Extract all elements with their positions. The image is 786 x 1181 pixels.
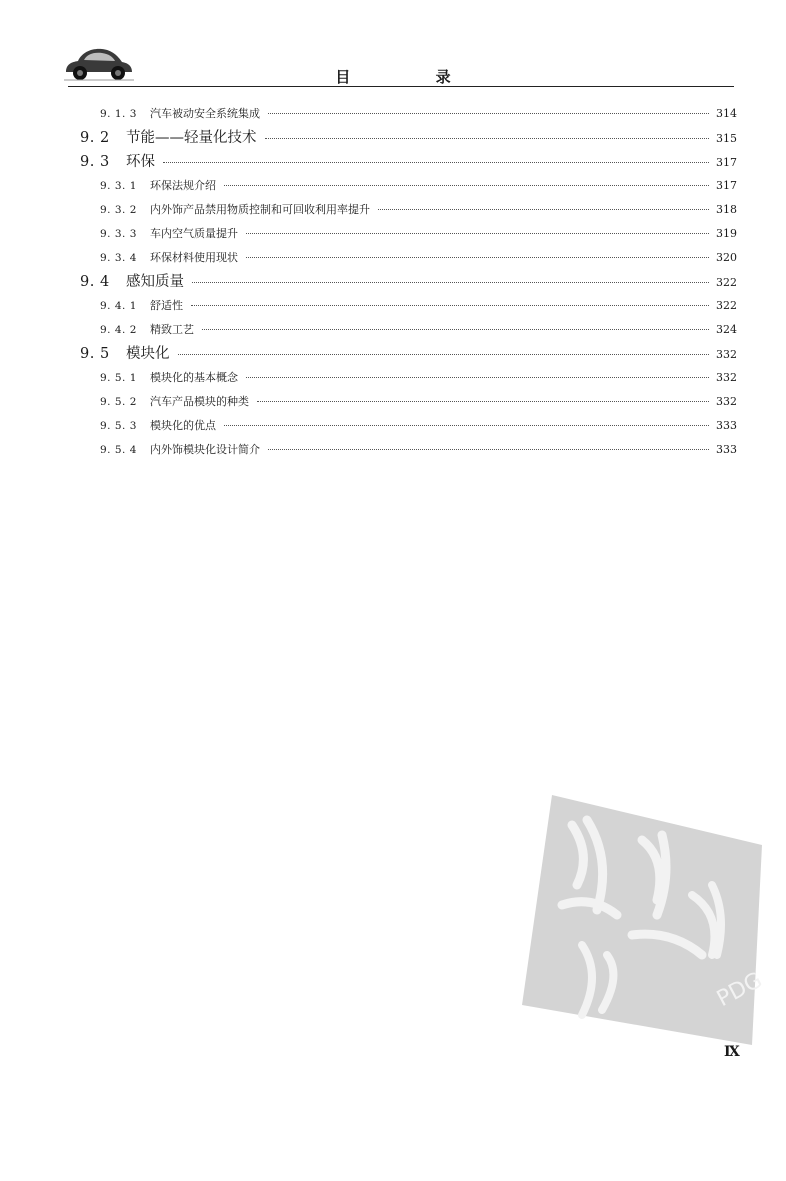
header-rule — [68, 86, 734, 87]
toc-entry-page: 317 — [716, 156, 737, 169]
dot-leader — [192, 282, 709, 283]
dot-leader — [378, 209, 709, 210]
toc-entry-number: 9. 2 — [80, 130, 110, 146]
toc-entry-page: 333 — [716, 419, 737, 432]
toc-entry-page: 322 — [716, 299, 737, 312]
toc-entry-title: 汽车产品模块的种类 — [150, 395, 249, 408]
toc-entry-title: 精致工艺 — [150, 323, 194, 336]
toc-entry-title: 感知质量 — [126, 274, 184, 290]
pdg-seal-watermark — [512, 785, 772, 1055]
toc-entry[interactable] — [80, 270, 737, 294]
dot-leader — [246, 257, 709, 258]
toc-entry-number: 9. 5 — [80, 346, 110, 362]
toc-entry-number: 9. 3. 4 — [100, 252, 137, 264]
toc-entry-page: 332 — [716, 371, 737, 384]
toc-entry-number: 9. 3. 2 — [100, 204, 137, 216]
toc-entry[interactable] — [80, 222, 737, 246]
toc-entry-title: 模块化的基本概念 — [150, 371, 238, 384]
toc-entry[interactable] — [80, 294, 737, 318]
dot-leader — [178, 354, 710, 355]
toc-entry[interactable] — [80, 342, 737, 366]
toc-entry[interactable] — [80, 390, 737, 414]
toc-entry-number: 9. 4. 1 — [100, 300, 137, 312]
toc-entry-number: 9. 1. 3 — [100, 108, 137, 120]
toc-entry-title: 环保法规介绍 — [150, 179, 216, 192]
toc-entry-title: 环保 — [126, 154, 155, 170]
toc-entry-number: 9. 3. 1 — [100, 180, 137, 192]
watermark-text: PDG — [713, 967, 767, 1013]
dot-leader — [246, 233, 709, 234]
toc-entry[interactable] — [80, 366, 737, 390]
toc-entry-number: 9. 5. 2 — [100, 396, 137, 408]
table-of-contents — [80, 102, 737, 462]
header-title: 目 录 — [335, 68, 491, 86]
dot-leader — [246, 377, 709, 378]
toc-entry-title: 舒适性 — [150, 299, 183, 312]
toc-entry-page: 324 — [716, 323, 737, 336]
toc-entry[interactable] — [80, 318, 737, 342]
running-header — [0, 0, 786, 95]
toc-entry-page: 332 — [716, 348, 737, 361]
toc-entry-title: 汽车被动安全系统集成 — [150, 107, 260, 120]
toc-entry-title: 车内空气质量提升 — [150, 227, 238, 240]
toc-entry[interactable] — [80, 246, 737, 270]
toc-entry-number: 9. 4. 2 — [100, 324, 137, 336]
dot-leader — [163, 162, 709, 163]
toc-entry[interactable] — [80, 102, 737, 126]
toc-entry-number: 9. 3. 3 — [100, 228, 137, 240]
toc-entry-number: 9. 5. 4 — [100, 444, 137, 456]
dot-leader — [257, 401, 709, 402]
toc-entry-title: 环保材料使用现状 — [150, 251, 238, 264]
toc-entry-title: 节能——轻量化技术 — [126, 130, 257, 146]
dot-leader — [191, 305, 709, 306]
toc-entry[interactable] — [80, 174, 737, 198]
toc-entry-page: 315 — [716, 132, 737, 145]
toc-entry-page: 332 — [716, 395, 737, 408]
toc-entry-page: 319 — [716, 227, 737, 240]
toc-entry-title: 内外饰产品禁用物质控制和可回收利用率提升 — [150, 203, 370, 216]
toc-entry-number: 9. 3 — [80, 154, 110, 170]
toc-entry-page: 320 — [716, 251, 737, 264]
toc-entry-title: 模块化的优点 — [150, 419, 216, 432]
toc-entry-number: 9. 4 — [80, 274, 110, 290]
toc-entry-page: 333 — [716, 443, 737, 456]
dot-leader — [268, 113, 709, 114]
dot-leader — [265, 138, 710, 139]
dot-leader — [224, 425, 709, 426]
dot-leader — [268, 449, 709, 450]
page-number: Ⅸ — [724, 1044, 740, 1060]
toc-entry-page: 314 — [716, 107, 737, 120]
toc-entry-title: 模块化 — [126, 346, 170, 362]
toc-entry-title: 内外饰模块化设计简介 — [150, 443, 260, 456]
toc-entry-number: 9. 5. 1 — [100, 372, 137, 384]
toc-entry[interactable] — [80, 150, 737, 174]
toc-entry[interactable] — [80, 438, 737, 462]
toc-entry-page: 317 — [716, 179, 737, 192]
toc-entry[interactable] — [80, 414, 737, 438]
dot-leader — [202, 329, 709, 330]
dot-leader — [224, 185, 709, 186]
toc-entry-page: 322 — [716, 276, 737, 289]
toc-entry-page: 318 — [716, 203, 737, 216]
toc-entry-number: 9. 5. 3 — [100, 420, 137, 432]
toc-entry[interactable] — [80, 198, 737, 222]
toc-entry[interactable] — [80, 126, 737, 150]
